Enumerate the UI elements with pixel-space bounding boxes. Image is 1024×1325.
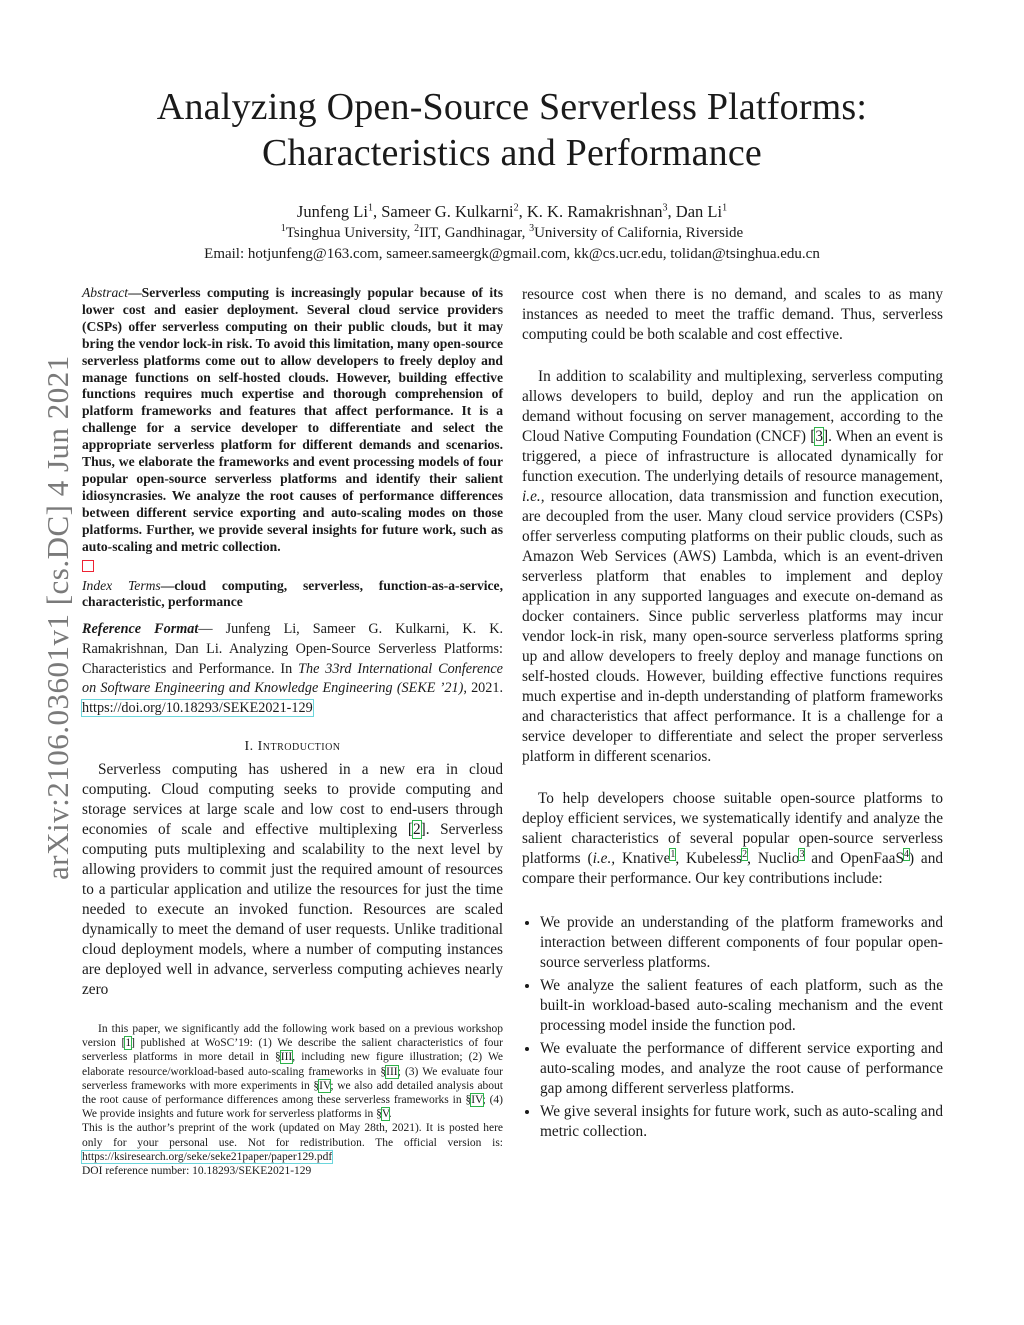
author-name: Sameer G. Kulkarni bbox=[381, 202, 514, 221]
affiliation-mark: 1 bbox=[280, 223, 286, 234]
preprint-text: This is the author’s preprint of the work (updated on May 28th, 2021). It is posted here only for your personal use. Not for redistribution. The official version is: bbox=[82, 1122, 503, 1149]
footnote-link[interactable]: 1 bbox=[670, 848, 676, 860]
footnote-text: . bbox=[388, 1108, 392, 1121]
intro-text: Serverless computing has ushered in a new era in cloud computing. Cloud computing seeks to provide computing and storage services at large scale and low cost to end-users through economies of scale and effective multiplexing [ bbox=[82, 760, 503, 838]
paragraph-text: In addition to scalability and multiplexing, serverless computing allows developers to build, deploy and run the application on demand without focusing on server management, according to the Cloud Native Computing Foundation (CNCF) [ bbox=[522, 368, 943, 445]
list-item: • We analyze the salient features of each platform, such as the built-in workload-based auto-scaling mechanism and the event processing model inside the function pod. bbox=[540, 976, 943, 1036]
doi-reference: DOI reference number: 10.18293/SEKE2021-129 bbox=[82, 1165, 312, 1178]
author-affiliation-mark: 2 bbox=[513, 202, 519, 214]
paragraph-text: , Kubeless bbox=[675, 850, 743, 867]
footnote-paragraph bbox=[82, 1022, 503, 1121]
footnote-link[interactable]: 2 bbox=[742, 848, 748, 860]
email-line: Email: hotjunfeng@163.com, sameer.sameergk@gmail.com, kk@cs.ucr.edu, tolidan@tsinghua.edu.cn bbox=[204, 246, 820, 262]
left-column bbox=[82, 285, 503, 1000]
citation-link[interactable]: 2 bbox=[412, 820, 421, 838]
section-link[interactable]: IV bbox=[471, 1094, 483, 1107]
affiliation-name: Tsinghua University bbox=[285, 225, 407, 241]
section-heading bbox=[82, 739, 503, 755]
author-name: K. K. Ramakrishnan bbox=[526, 202, 663, 221]
reference-format-label: Reference Format bbox=[82, 621, 199, 638]
contribution-list bbox=[522, 913, 943, 1142]
official-version-link[interactable]: https://ksiresearch.org/seke/seke21paper/paper129.pdf bbox=[82, 1150, 333, 1163]
author-line: Junfeng Li$^1$, Sameer G. Kulkarni$^2$, K. K. Ramakrishnan$^3$, Dan Li$^1$ bbox=[296, 202, 728, 221]
paragraph bbox=[522, 367, 943, 767]
paper-title: Analyzing Open-Source Serverless Platforms: Characteristics and Performance bbox=[156, 86, 868, 174]
footnote bbox=[82, 1022, 503, 1178]
list-item: • We evaluate the performance of different service exporting and auto-scaling modes, and analyze the root cause of performance gap among different serverless platforms. bbox=[540, 1039, 943, 1099]
index-terms-text: —cloud computing, serverless, function-as-a-service, characteristic, performance bbox=[82, 577, 503, 610]
intro-paragraph bbox=[82, 760, 503, 1000]
author-name: Junfeng Li bbox=[296, 202, 368, 221]
author-name: Dan Li bbox=[675, 202, 723, 221]
abstract bbox=[82, 285, 503, 556]
red-marker-icon bbox=[82, 560, 94, 572]
paragraph-text: ) and compare their performance. Our key contributions include: bbox=[522, 850, 943, 887]
paragraph-text: , Nuclio bbox=[747, 850, 800, 867]
section-link[interactable]: IV bbox=[319, 1079, 331, 1092]
affiliation-name: IIT, Gandhinagar bbox=[419, 225, 522, 241]
author-affiliation-mark: 1 bbox=[367, 202, 373, 214]
paragraph bbox=[522, 789, 943, 889]
index-terms-label: Index Terms bbox=[82, 577, 161, 593]
abstract-label: Abstract bbox=[82, 285, 129, 300]
abstract-text: —Serverless computing is increasingly popular because of its lower cost and easier deployment. Several cloud service providers (CSPs) offer serverless computing on their public clouds, but it may bring the vendor lock-in risk. To avoid this limitation, many open-source serverless platforms come out to allow developers to freely deploy and manage functions on self-hosted clouds. However, building effective functions requires much expertise and thorough comprehension of platform frameworks and features that affect performance. It is a challenge for a service developer to differentiate and select the appropriate serverless platform for different demands and scenarios. Thus, we elaborate the frameworks and event processing models of four popular open-source serverless platforms and identify their salient idiosyncrasies. We analyze the root causes of performance differences between different service exporting and auto-scaling modes on those platforms. Further, we provide several insights for future work, such as auto-scaling and metric collection. bbox=[82, 285, 503, 554]
reference-venue: The 33rd International Conference on Software Engineering and Knowledge Engineering (SEKE ’21) bbox=[82, 660, 503, 697]
affiliation-name: University of California, Riverside bbox=[534, 225, 744, 241]
red-link-markers bbox=[82, 556, 503, 576]
paragraph-text: Knative bbox=[615, 850, 671, 867]
footnote-text: ; we also add detailed analysis about the root cause of performance differences among these serverless frameworks in § bbox=[82, 1079, 503, 1107]
preprint-notice bbox=[82, 1121, 503, 1164]
section-link[interactable]: III bbox=[386, 1065, 398, 1078]
footnote-text: ] published at WoSC’19: (1) We describe the salient characteristics of four serverless platforms in more detail in § bbox=[82, 1037, 503, 1064]
intro-text: ]. Serverless computing puts multiplexing and scalability to the next level by allowing providers to commit just the required amount of resources to a particular application and utilize the resources for just the time needed to execute an invoked function. Resources are scaled dynamically to meet the demand of user requests. Unlike traditional cloud deployment models, where a number of computing instances are deployed well in advance, serverless computing achieves nearly zero bbox=[82, 820, 503, 998]
index-terms bbox=[82, 578, 503, 612]
footnote-text: ; (4) We provide insights and future work for serverless platforms in § bbox=[82, 1094, 503, 1121]
citation-link[interactable]: 1 bbox=[125, 1037, 132, 1050]
right-column bbox=[522, 285, 943, 1145]
reference-year: , 2021. bbox=[463, 680, 504, 697]
section-title: Introduction bbox=[257, 738, 341, 754]
footnote-text: ; (3) We evaluate four serverless frameworks with more experiments in § bbox=[82, 1065, 504, 1092]
paragraph-text: i.e., bbox=[592, 850, 616, 867]
reference-format-text: — Junfeng Li, Sameer G. Kulkarni, K. K. Ramakrishnan, Dan Li. Analyzing Open-Source Serverless Platforms: Characteristics and Performance. In bbox=[82, 621, 503, 677]
paragraph-text: and OpenFaaS bbox=[804, 850, 904, 867]
paragraph: resource cost when there is no demand, and scales to as many instances as needed to meet the traffic demand. Thus, serverless computing could be both scalable and cost effective. bbox=[522, 286, 943, 343]
footnote-link[interactable]: 4 bbox=[903, 848, 909, 860]
doi-link[interactable]: https://doi.org/10.18293/SEKE2021-129 bbox=[82, 700, 313, 717]
footnote-link[interactable]: 3 bbox=[799, 848, 805, 860]
affiliation-mark: 3 bbox=[529, 223, 535, 234]
affiliations-line: $^1$Tsinghua University, $^2$IIT, Gandhinagar, $^3$University of California, Riverside bbox=[280, 223, 744, 241]
section-number: I. bbox=[244, 738, 254, 754]
citation-link[interactable]: 3 bbox=[815, 428, 823, 445]
arxiv-stamp: arXiv:2106.03601v1 [cs.DC] 4 Jun 2021 bbox=[40, 355, 75, 880]
affiliation-mark: 2 bbox=[414, 223, 420, 234]
footnote-text: , including new figure illustration; (2) We elaborate resource/workload-based auto-scaling frameworks in § bbox=[82, 1051, 503, 1078]
section-link[interactable]: V bbox=[381, 1108, 389, 1121]
section-link[interactable]: III bbox=[280, 1051, 293, 1064]
author-affiliation-mark: 1 bbox=[722, 202, 728, 214]
paragraph-text: resource allocation, data transmission and function execution, are decoupled from the user. Many cloud service providers (CSPs) offer serverless computing platforms on their public clouds, such as Amazon Web Services (AWS) Lambda, which is an event-driven serverless platform that enables to implement and deploy application in any supported languages and execute on-demand as docker containers. Since public serverless platforms may incur vendor lock-in risk, many open-source serverless platforms spring up and allow developers to freely deploy and manage functions on self-hosted clouds. However, building effective functions requires much expertise and in-depth understanding of platform frameworks and characteristics that affect performance. It is a challenge for a service developer to differentiate and select the proper serverless platform in different scenarios. bbox=[522, 488, 943, 765]
reference-format bbox=[82, 620, 503, 719]
paragraph-text: To help developers choose suitable open-source platforms to deploy efficient services, we systematically identify and analyze the salient characteristics of several popular open-source serverless platforms ( bbox=[522, 790, 943, 867]
footnote-text: In this paper, we significantly add the following work based on a previous workshop version [ bbox=[82, 1023, 503, 1050]
paragraph-text: ]. When an event is triggered, a piece of infrastructure is allocated dynamically for function execution. The underlying details of resource management, bbox=[522, 428, 943, 485]
paragraph-text: i.e., bbox=[522, 488, 545, 505]
list-item: • We provide an understanding of the platform frameworks and interaction between different components of four popular open-source serverless platforms. bbox=[540, 913, 943, 973]
list-item: • We give several insights for future work, such as auto-scaling and metric collection. bbox=[540, 1102, 943, 1142]
author-affiliation-mark: 3 bbox=[662, 202, 668, 214]
